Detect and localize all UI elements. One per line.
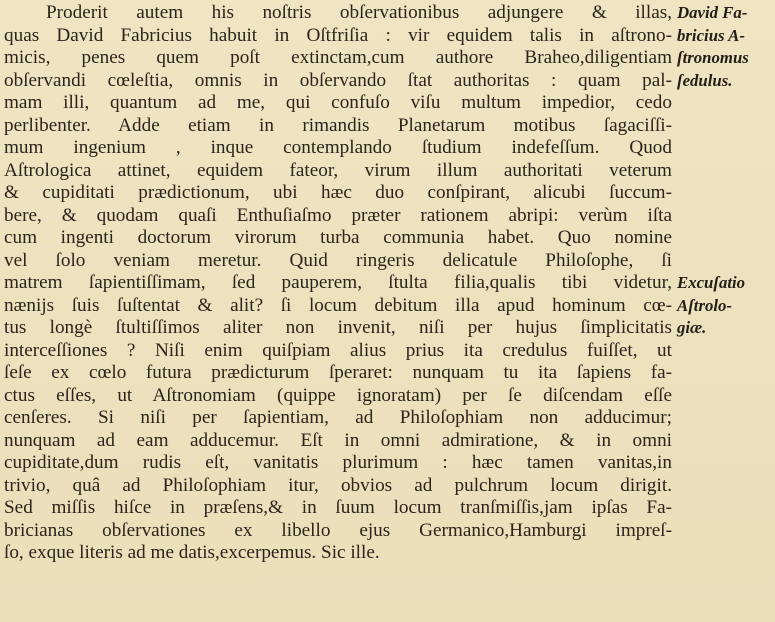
text-line: Proderit autem his noſtris obſervationibus adjungere & illas, [46,2,672,23]
marginal-note-excusatio [677,272,775,340]
text-line: nunquam ad eam adducemur. Eſt in omni admiratione, & in omni [4,429,672,451]
note-line: ſedulus. [677,70,733,90]
text-line: trivio, quâ ad Philoſophiam itur, obvios ad pulchrum locum dirigit. [4,474,672,496]
text-line: mam illi, quantum ad me, qui confuſo viſu multum impedior, cedo [4,92,672,113]
note-line: David Fa- [677,3,748,22]
text-line: matrem ſapientiſſimam, ſed pauperem, ſtulta filia,qualis tibi videtur, [4,272,672,293]
text-line: bere, & quodam quaſi Enthuſiaſmo præter rationem abripi: verùm iſta [4,204,672,226]
text-line: cupiditate,dum rudis eſt, vanitatis plurimum : hæc tamen vanitas,in [4,452,672,473]
text-line: obſervandi cœleſtia, omnis in obſervando ſtat authoritas : quam pal- [4,69,672,91]
text-line: mum ingenium , inque contemplando ſtudium indefeſſum. Quod [4,137,672,158]
text-line: quas David Fabricius habuit in Oſtfriſia : vir equidem talis in aſtrono- [4,24,672,46]
text-line: bricianas obſervationes ex libello ejus Germanico,Hamburgi impreſ- [4,519,672,541]
main-text-block [4,2,672,565]
text-line: cum ingenti doctorum virorum turba communia habet. Quo nomine [4,227,672,248]
text-line: interceſſiones ? Niſi enim quiſpiam alius prius ita credulus fuiſſet, ut [4,339,672,361]
note-line: Excuſatio [677,273,746,292]
note-line: giæ. [677,318,707,337]
text-line: perlibenter. Adde etiam in rimandis Planetarum motibus ſagaciſſi- [4,114,672,136]
text-line: ſo, exque literis ad me datis,excerpemus. Sic ille. [4,542,380,563]
text-line: Sed miſſis hiſce in præſens,& in ſuum locum tranſmiſſis,jam ipſas Fa- [4,497,672,518]
text-line: & cupiditati prædictionum, ubi hæc duo conſpirant, alicubi ſuccum- [4,182,672,203]
note-line: ſtronomus [677,48,749,67]
text-line: Aſtrologica attinet, equidem fateor, virum illum authoritati veterum [4,159,672,181]
marginal-note-fabricius [677,2,775,92]
text-line: ſeſe ex cœlo futura prædicturum ſperaret: nunquam tu ita ſapiens fa- [4,362,672,383]
note-line: bricius A- [677,25,745,45]
text-line: ctus eſſes, ut Aſtronomiam (quippe ignoratam) per ſe diſcendam eſſe [4,384,672,406]
text-line: micis, penes quem poſt extinctam,cum authore Braheo,diligentiam [4,47,672,68]
note-line: Aſtrolo- [677,295,733,315]
text-line: cenſeres. Si niſi per ſapientiam, ad Philoſophiam non adducimur; [4,407,672,428]
text-line: tus longè ſtultiſſimos aliter non invenit, niſi per hujus ſimplicitatis [4,317,672,338]
text-line: vel ſolo veniam meretur. Quid ringeris delicatule Philoſophe, ſi [4,249,672,271]
text-line: nænijs ſuis ſuſtentat & alit? ſi locum debitum illa apud hominum cœ- [4,294,672,316]
